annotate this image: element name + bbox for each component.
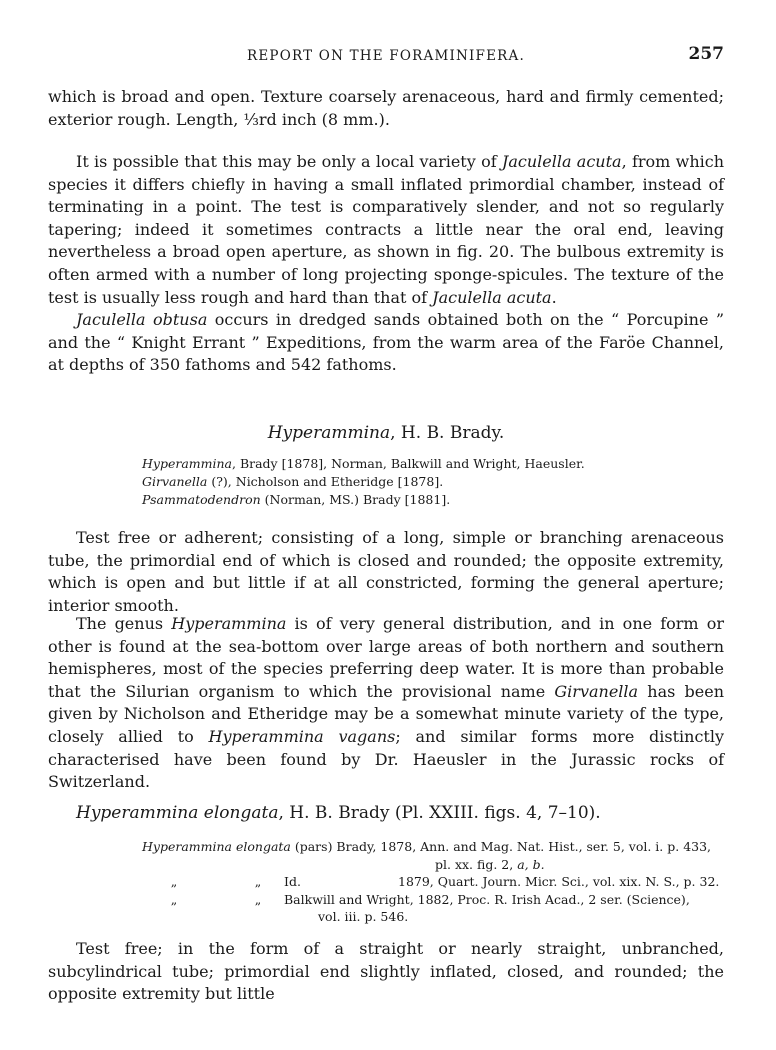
reference-line: pl. xx. fig. 2, a, b.	[435, 856, 545, 872]
species-heading: Hyperammina elongata, H. B. Brady (Pl. XXIII. figs. 4, 7–10).	[76, 803, 601, 823]
reference-line: „ „ Balkwill and Wright, 1882, Proc. R. Irish Acad., 2 ser. (Science),	[170, 891, 690, 907]
page-header	[48, 44, 724, 66]
taxon-name: Jaculella acuta	[501, 152, 622, 171]
page-number: 257	[688, 44, 724, 64]
taxon-name: Jaculella acuta	[432, 287, 552, 307]
reference-line: „ „ Id. 1879, Quart. Journ. Micr. Sci., vol. xix. N. S., p. 32.	[170, 874, 720, 890]
paragraph-variety: It is possible that this may be only a local variety of Jaculella acuta, from which species it differs chiefly in having a small inflated primordial chamber, instead of terminating in a point. The test is comparatively slender, and not so regularly tapering; indeed it sometimes contracts a little near the oral end, leaving nevertheless a broad open aperture, as shown in fig. 20. The bulbous extremity is often armed with a number of long projecting sponge-spicules. The texture of the test is usually less rough and hard than that of Jaculella acuta. Jaculella obtusa occurs in dredged sands obtained both on the “ Porcupine ” and the “ Knight Errant ” Expeditions, from the warm area of the Faröe Channel, at depths of 350 fathoms and 542 fathoms.	[48, 152, 725, 375]
running-title: REPORT ON THE FORAMINIFERA.	[247, 48, 525, 64]
species-description: Test free; in the form of a straight or nearly straight, unbranched, subcylindrical tube; primordial end slightly inflated, closed, and rounded; the opposite extremity but little	[48, 939, 724, 1004]
synonym-line: Hyperammina, Brady [1878], Norman, Balkwill and Wright, Haeusler.	[142, 456, 585, 471]
taxon-name: Jaculella obtusa	[76, 310, 208, 330]
synonym-line: Girvanella (?), Nicholson and Etheridge [1878].	[142, 474, 444, 489]
species-references	[142, 838, 724, 926]
genus-synonymy	[142, 455, 585, 509]
reference-line: Hyperammina elongata (pars) Brady, 1878, Ann. and Mag. Nat. Hist., ser. 5, vol. i. p. 433,	[142, 839, 712, 854]
genus-diagnosis: Test free or adherent; consisting of a long, simple or branching arenaceous tube, the primordial end of which is closed and rounded; the opposite extremity, which is open and but little if at all constricted, forming the general aperture; interior smooth.	[48, 528, 724, 615]
genus-distribution: The genus Hyperammina is of very general distribution, and in one form or other is found at the sea-bottom over large areas of both northern and southern hemispheres, most of the species preferring deep water. It is more than probable that the Silurian organism to which the provisional name Girvanella has been given by Nicholson and Etheridge may be a somewhat minute variety of the type, closely allied to Hyperammina vagans; and similar forms more distinctly characterised have been found by Dr. Haeusler in the Jurassic rocks of Switzerland.	[48, 614, 725, 792]
genus-heading: Hyperammina, H. B. Brady.	[267, 423, 505, 443]
synonym-line: Psammatodendron (Norman, MS.) Brady [1881].	[142, 492, 451, 507]
reference-line: vol. iii. p. 546.	[318, 909, 409, 925]
intro-section	[48, 86, 724, 131]
paragraph-continuation: which is broad and open. Texture coarsely arenaceous, hard and firmly cemented; exterior rough. Length, ⅓rd inch (8 mm.).	[48, 87, 724, 129]
